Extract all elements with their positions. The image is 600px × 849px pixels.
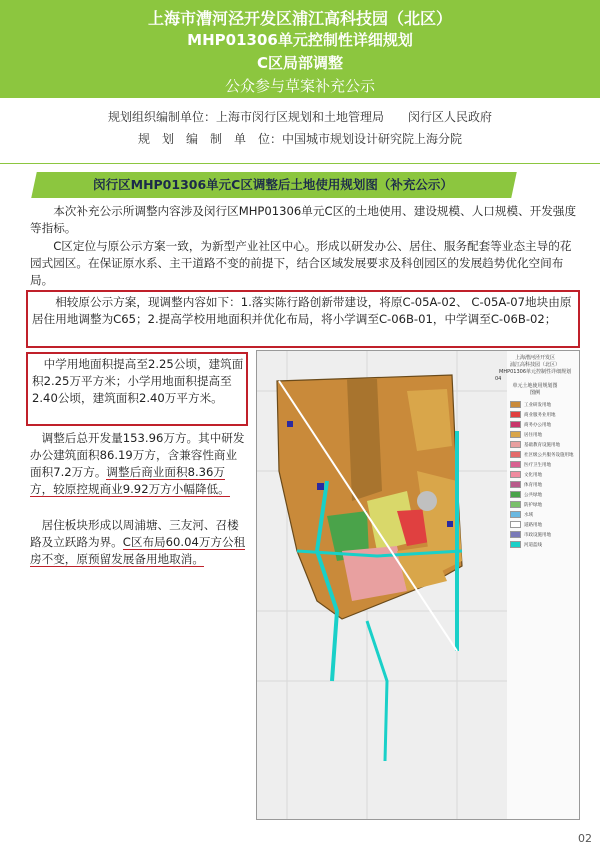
header-title-line1: 上海市漕河泾开发区浦江高科技园（北区） (147, 9, 452, 28)
legend-item (510, 511, 574, 518)
legend-label: 市政设施用地 (524, 533, 551, 538)
paragraph-schools: 中学用地面积提高至2.25公顷，建筑面积2.25万平方米；小学用地面积提高至2.40公顷，建筑面积2.40万平方米。 (32, 357, 244, 405)
legend-swatch (510, 411, 521, 418)
legend-swatch (510, 461, 521, 468)
legend-swatch (510, 451, 521, 458)
legend-swatch (510, 501, 521, 508)
legend-item (510, 441, 574, 448)
map-subtitle: 单元土地使用规划图 (512, 383, 558, 389)
paragraph-development (30, 430, 248, 498)
legend-item (510, 411, 574, 418)
legend-item (510, 501, 574, 508)
legend-item (510, 541, 574, 548)
legend-swatch (510, 441, 521, 448)
commercial-text: 调整后商业面积8.36万方，较原控规商业9.92万方小幅降低。 (30, 465, 230, 496)
legend-item (510, 471, 574, 478)
land-use-map (256, 350, 580, 820)
legend-swatch (510, 481, 521, 488)
legend-label: 水域 (524, 513, 533, 518)
paragraph-intro: 本次补充公示所调整内容涉及闵行区MHP01306单元C区的土地使用、建设规模、人口规模、开发强度等指标。 (30, 204, 577, 235)
legend-item (510, 521, 574, 528)
legend-title: 图例 (530, 390, 541, 396)
legend-label: 工业研发用地 (524, 403, 551, 408)
legend-item (510, 531, 574, 538)
legend-swatch (510, 401, 521, 408)
legend-label: 商业服务业用地 (524, 413, 556, 418)
legend-item (510, 431, 574, 438)
development-text: 调整后总开发量153.96万方。其中研发办公建筑面积86.19万方，含兼容性商业面积7.2万方。 (30, 431, 245, 479)
header-title-line2: MHP01306单元控制性详细规划 (187, 31, 413, 49)
map-code: 04 (495, 376, 502, 382)
legend-swatch (510, 521, 521, 528)
legend-label: 公共绿地 (524, 493, 542, 498)
map-header-line3: MHP01306单元控制性详细规划 (499, 369, 571, 375)
header-title-line3: C区局部调整 (256, 54, 343, 72)
legend-item (510, 451, 574, 458)
map-header-line1: 上海漕河泾开发区 (514, 355, 555, 361)
legend-label: 体育用地 (524, 483, 542, 488)
residential-text: 居住板块形成以周浦塘、三友河、召楼路及立跃路为界。 (30, 518, 239, 549)
legend-label: 居住用地 (524, 433, 542, 438)
paragraph-residential (30, 517, 248, 568)
section-title: 闵行区MHP01306单元C区调整后土地使用规划图（补充公示） (93, 177, 453, 192)
legend-label: 医疗卫生用地 (524, 463, 551, 468)
legend-label: 基础教育设施用地 (524, 443, 560, 448)
header-title-line4: 公众参与草案补充公示 (224, 77, 375, 95)
legend-item (510, 491, 574, 498)
legend-label: 商务办公用地 (524, 423, 551, 428)
org-line1: 规划组织编制单位：上海市闵行区规划和土地管理局 闵行区人民政府 (107, 110, 492, 124)
legend-swatch (510, 541, 521, 548)
map-header (495, 355, 575, 390)
legend-swatch (510, 511, 521, 518)
org-line2: 规 划 编 制 单 位：中国城市规划设计研究院上海分院 (137, 132, 462, 146)
divider (0, 163, 600, 164)
housing-text: C区布局60.04万方公租房不变，原预留发展备用地取消。 (30, 535, 246, 566)
legend-swatch (510, 421, 521, 428)
legend-swatch (510, 471, 521, 478)
legend-item (510, 461, 574, 468)
legend-label: 防护绿地 (524, 503, 542, 508)
legend-label: 道路用地 (524, 523, 542, 528)
legend-item (510, 421, 574, 428)
paragraph-adjustments: 相较原公示方案，现调整内容如下：1.落实陈行路创新带建设，将原C-05A-02、 C-05A-07地块由原居住用地调整为C65；2.提高学校用地面积并优化布局，将小学调至C-06B-01，中学调至C-06B-02； (32, 295, 572, 326)
legend-label: 文化用地 (524, 473, 542, 478)
legend-label: 河道蓝线 (524, 543, 542, 548)
legend-item (510, 401, 574, 408)
header-banner (0, 0, 600, 98)
legend-label: 社区级公共服务设施用地 (524, 453, 574, 458)
page-number: 02 (578, 832, 592, 845)
legend-item (510, 481, 574, 488)
legend-swatch (510, 491, 521, 498)
legend-swatch (510, 531, 521, 538)
map-header-line2: 浦江高科技园（北区） (509, 362, 560, 368)
legend-swatch (510, 431, 521, 438)
paragraph-positioning: C区定位与原公示方案一致，为新型产业社区中心。形成以研发办公、居住、服务配套等业态主导的花园式园区。在保证原水系、主干道路不变的前提下，结合区域发展要求及科创园区的发展趋势优化空间布局。 (30, 239, 572, 287)
